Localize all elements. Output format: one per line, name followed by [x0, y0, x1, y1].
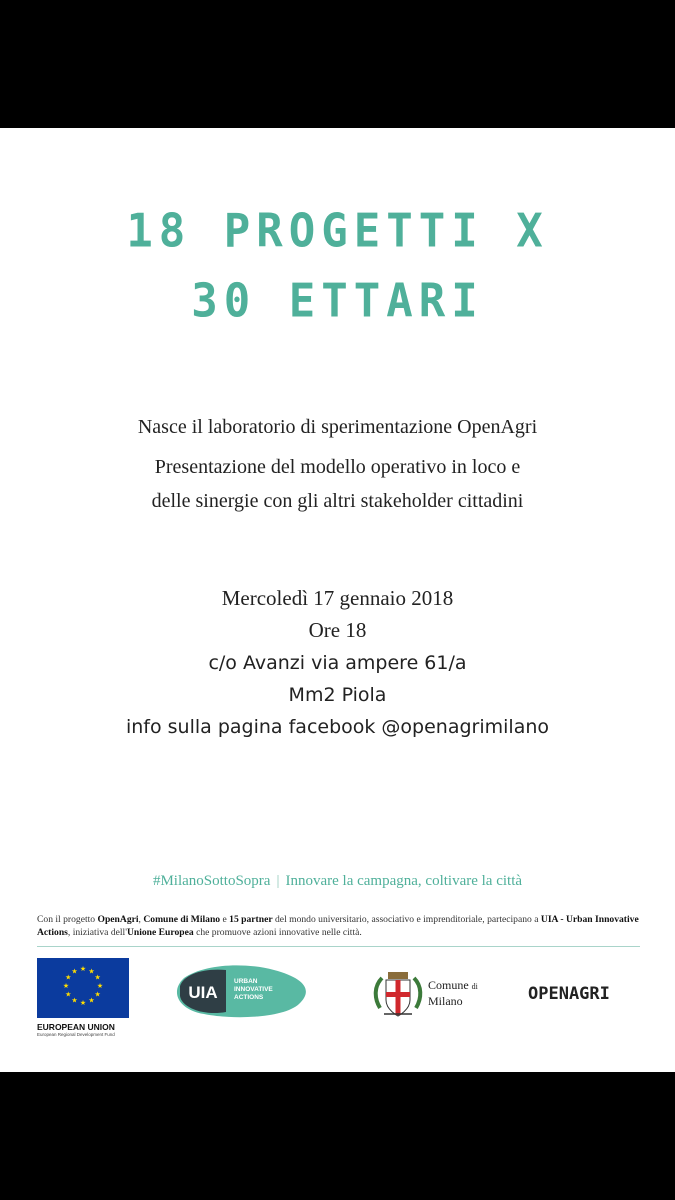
- svg-text:★: ★: [65, 990, 72, 999]
- svg-text:★: ★: [96, 982, 104, 990]
- eu-logo: [37, 958, 129, 1038]
- tagline: Innovare la campagna, coltivare la città: [285, 873, 523, 889]
- svg-text:★: ★: [88, 996, 95, 1005]
- credits-text: Con il progetto OpenAgri, Comune di Milano e 15 partner del mondo universitario, associativo e imprenditoriale, partecipano a UIA - Urban Innovative Actions, iniziativa dell'Unione Europea che promuove azioni innovative nelle città.: [37, 914, 639, 938]
- eu-sub-label: European Regional Development Fund: [37, 1032, 115, 1037]
- uia-line1: URBAN: [234, 978, 258, 985]
- svg-text:★: ★: [79, 999, 87, 1007]
- milano-coat-of-arms-icon: [372, 968, 424, 1022]
- event-metro: Mm2 Piola: [288, 684, 387, 706]
- event-info: info sulla pagina facebook @openagrimilano: [125, 716, 550, 738]
- event-date: Mercoledì 17 gennaio 2018: [221, 586, 454, 610]
- subtitle-lab: Nasce il laboratorio di sperimentazione OpenAgri: [137, 416, 538, 438]
- uia-logo: [174, 960, 314, 1020]
- svg-text:★: ★: [94, 973, 101, 982]
- uia-mark: UIA: [188, 983, 218, 1002]
- svg-text:★: ★: [65, 973, 72, 982]
- divider: [37, 946, 640, 947]
- subtitle-presentation-2: delle sinergie con gli altri stakeholder cittadini: [151, 490, 524, 512]
- svg-text:★: ★: [88, 967, 95, 976]
- hashtag: #MilanoSottoSopra: [152, 873, 271, 889]
- eu-flag-icon: [37, 958, 129, 1018]
- hashtag-line: #MilanoSottoSopra | Innovare la campagna, coltivare la città: [152, 873, 523, 889]
- event-time: Ore 18: [308, 618, 367, 642]
- svg-text:★: ★: [71, 967, 78, 976]
- eu-label: EUROPEAN UNION: [37, 1022, 115, 1032]
- event-poster: [0, 128, 675, 1072]
- svg-text:★: ★: [62, 982, 70, 990]
- svg-text:★: ★: [71, 996, 78, 1005]
- svg-text:★: ★: [79, 965, 87, 973]
- poster-title-line2: 30 ETTARI: [191, 274, 484, 329]
- comune-milano-logo: [372, 968, 484, 1022]
- openagri-logo: OPENAGRI: [528, 984, 610, 1004]
- svg-text:★: ★: [94, 990, 101, 999]
- uia-line3: ACTIONS: [234, 994, 264, 1001]
- uia-line2: INNOVATIVE: [234, 986, 273, 993]
- subtitle-presentation-1: Presentazione del modello operativo in loco e: [154, 456, 521, 478]
- event-venue: c/o Avanzi via ampere 61/a: [208, 652, 467, 674]
- comune-text: Comune di Milano: [428, 978, 478, 1008]
- poster-title-line1: 18 PROGETTI X: [126, 204, 549, 259]
